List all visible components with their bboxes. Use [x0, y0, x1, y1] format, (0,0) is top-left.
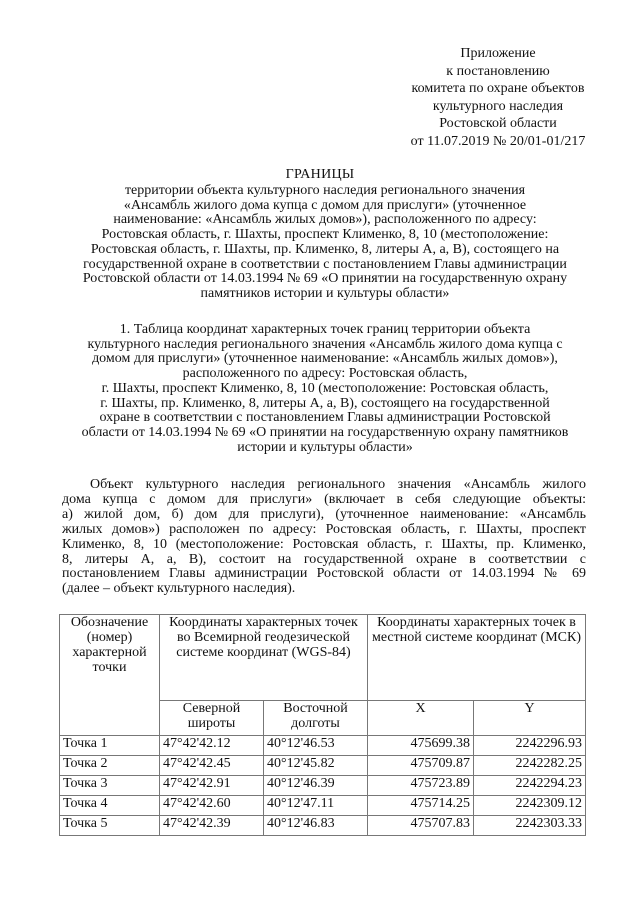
header-msk-cell: Координаты характерных точек в местной системе координат (МСК) [368, 615, 586, 701]
body-line: (далее – объект культурного наследия). [62, 581, 296, 597]
appendix-line: Приложение [460, 46, 536, 61]
document-title: ГРАНИЦЫ [285, 167, 355, 182]
point-x: 475699.38 [368, 736, 474, 756]
subheader-lat: Северной широты [160, 701, 264, 736]
point-y: 2242309.12 [474, 796, 586, 816]
subtitle-line: Ростовская область, г. Шахты, проспект Клименко, 8, 10 (местоположение: [101, 227, 549, 243]
table-row [60, 736, 586, 756]
point-y: 2242282.25 [474, 756, 586, 776]
subheader-x: X [368, 701, 474, 736]
body-line: жилых домов») расположен по адресу: Ростовская область, г. Шахты, проспект [62, 521, 586, 537]
table-header-row [60, 615, 586, 701]
caption-line: 1. Таблица координат характерных точек границ территории объекта [119, 322, 531, 337]
body-line: 8, литеры А, а, В), состоит на государственной охране в соответствии с [62, 551, 586, 567]
coordinates-table [59, 614, 586, 836]
subtitle-line: наименование: «Ансамбль жилых домов»), расположенного по адресу: [113, 212, 537, 228]
point-lon: 40°12'46.83 [264, 816, 368, 836]
point-lat: 47°42'42.91 [160, 776, 264, 796]
table-row [60, 756, 586, 776]
body-line: Клименко, 8, 10 (местоположение: Ростовская область, г. Шахты, пр. Клименко, [62, 536, 586, 552]
appendix-line: комитета по охране объектов [411, 81, 585, 97]
point-lon: 40°12'47.11 [264, 796, 368, 816]
point-x: 475707.83 [368, 816, 474, 836]
caption-line: культурного наследия регионального значения «Ансамбль жилого дома купца с [87, 336, 563, 352]
subheader-lon: Восточной долготы [264, 701, 368, 736]
body-line: Объект культурного наследия регионального значения «Ансамбль жилого [90, 477, 586, 492]
table-row [60, 816, 586, 836]
table-caption [40, 323, 610, 455]
caption-line: истории и культуры области» [237, 439, 413, 455]
point-lat: 47°42'42.60 [160, 796, 264, 816]
table-row [60, 796, 586, 816]
caption-line: расположенного по адресу: Ростовская область, [182, 366, 468, 382]
document-subtitle [40, 184, 610, 302]
point-lon: 40°12'46.53 [264, 736, 368, 756]
point-name: Точка 4 [60, 796, 160, 816]
caption-line: области от 14.03.1994 № 69 «О принятии на государственную охрану памятников [81, 424, 569, 440]
subtitle-line: «Ансамбль жилого дома купца с домом для прислуги» (уточненное [123, 197, 527, 213]
point-y: 2242294.23 [474, 776, 586, 796]
point-lon: 40°12'45.82 [264, 756, 368, 776]
point-x: 475723.89 [368, 776, 474, 796]
point-name: Точка 3 [60, 776, 160, 796]
body-paragraph [62, 478, 586, 597]
point-y: 2242303.33 [474, 816, 586, 836]
subtitle-line: памятников истории и культуры области» [200, 285, 450, 301]
subtitle-line: Ростовской области от 14.03.1994 № 69 «О принятии на государственную охрану [82, 271, 568, 287]
body-line: постановлением Главы администрации Ростовской области от 14.03.1994 № 69 [62, 566, 586, 582]
point-x: 475709.87 [368, 756, 474, 776]
point-y: 2242296.93 [474, 736, 586, 756]
point-lat: 47°42'42.12 [160, 736, 264, 756]
point-lat: 47°42'42.39 [160, 816, 264, 836]
appendix-line: к постановлению [446, 63, 550, 79]
caption-line: охранe в соответствии с постановлением Главы администрации Ростовской [99, 410, 551, 426]
caption-line: г. Шахты, проспект Клименко, 8, 10 (местоположение: Ростовская область, [101, 380, 549, 396]
header-wgs-cell: Координаты характерных точек во Всемирной геодезической системе координат (WGS-84) [160, 615, 368, 701]
subtitle-line: государственной охране в соответствии с постановлением Главы администрации [83, 256, 567, 272]
body-line: дома купца с домом для прислуги» (включает в себя следующие объекты: [62, 491, 586, 507]
point-lon: 40°12'46.39 [264, 776, 368, 796]
subheader-y: Y [474, 701, 586, 736]
point-lat: 47°42'42.45 [160, 756, 264, 776]
appendix-line: Ростовской области [439, 116, 557, 132]
point-name: Точка 2 [60, 756, 160, 776]
point-x: 475714.25 [368, 796, 474, 816]
appendix-line: культурного наследия [432, 98, 564, 114]
subtitle-line: территории объекта культурного наследия регионального значения [124, 183, 526, 198]
point-name: Точка 1 [60, 736, 160, 756]
appendix-block [378, 45, 618, 151]
appendix-line: от 11.07.2019 № 20/01-01/217 [410, 133, 586, 149]
subtitle-line: Ростовская область, г. Шахты, пр. Клименко, 8, литеры А, а, В), состоящего на [90, 241, 560, 257]
table-row [60, 776, 586, 796]
body-line: а) жилой дом, б) дом для прислуги), (уточненное наименование: «Ансамбль [62, 506, 586, 522]
point-name: Точка 5 [60, 816, 160, 836]
header-point-cell: Обозначение (номер) характерной точки [60, 615, 160, 736]
caption-line: домом для прислуги» (уточненное наименование: «Ансамбль жилых домов»), [92, 351, 558, 367]
caption-line: г. Шахты, пр. Клименко, 8, литеры А, а, В), состоящего на государственной [100, 395, 550, 411]
